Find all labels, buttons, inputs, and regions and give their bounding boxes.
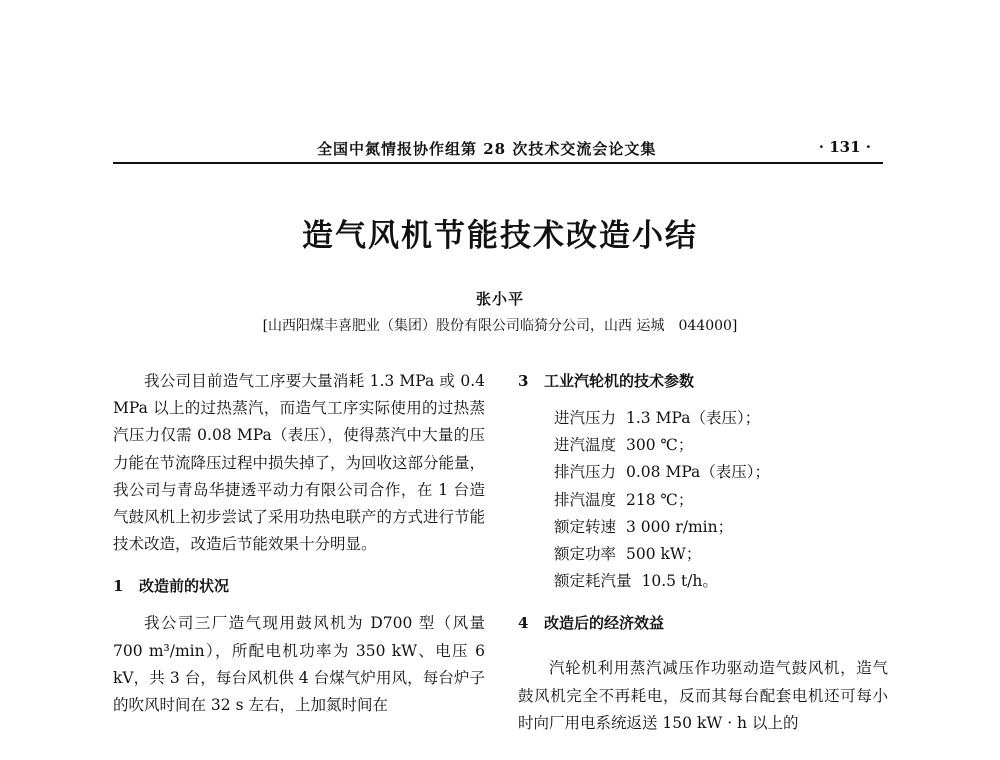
section-3-number: 3	[518, 372, 529, 390]
section-1-heading	[113, 576, 485, 596]
turbine-parameter-list	[554, 405, 888, 595]
left-column	[113, 368, 485, 719]
section-4-paragraph: 汽轮机利用蒸汽减压作功驱动造气鼓风机，造气鼓风机完全不再耗电，反而其每台配套电机还可每小时向厂用电系统返送 150 kW · h 以上的	[518, 659, 888, 732]
param-item	[554, 487, 888, 514]
param-label: 进汽压力	[554, 409, 617, 427]
section-3-heading	[518, 371, 888, 391]
section-1-paragraph: 我公司三厂造气现用鼓风机为 D700 型（风量 700 m³/min），所配电机功率为 350 kW、电压 6 kV，共 3 台，每台风机供 4 台煤气炉用风，每台炉子的吹风时间在 32 s 左右，上加氮时间在	[113, 614, 485, 715]
section-4-title: 改造后的经济效益	[544, 614, 665, 633]
param-value: 10.5 t/h。	[641, 572, 718, 591]
right-column	[518, 368, 888, 737]
article-author: 张小平	[475, 290, 524, 308]
article-title: 造气风机节能技术改造小结	[302, 218, 698, 254]
section-1-number: 1	[113, 577, 124, 596]
section-3-title: 工业汽轮机的技术参数	[544, 372, 695, 390]
param-label: 进汽温度	[554, 436, 617, 455]
param-label: 排汽温度	[554, 490, 617, 509]
param-label: 额定功率	[554, 545, 617, 564]
param-label: 额定耗汽量	[554, 572, 632, 591]
param-item	[554, 541, 888, 568]
page-number: · 131 ·	[818, 138, 871, 156]
header-rule	[113, 162, 883, 164]
param-item	[554, 459, 888, 486]
param-label: 排汽压力	[554, 463, 617, 482]
param-value: 300 ℃；	[626, 436, 694, 455]
section-4-heading	[518, 613, 888, 633]
param-value: 1.3 MPa（表压）；	[626, 409, 761, 427]
running-head	[113, 138, 883, 158]
running-head-title: 全国中氮情报协作组第 28 次技术交流会论文集	[317, 140, 657, 158]
param-item	[554, 514, 888, 541]
param-item	[554, 432, 888, 459]
param-value: 0.08 MPa（表压）；	[626, 463, 771, 482]
param-item	[554, 405, 888, 432]
param-value: 218 ℃；	[626, 490, 694, 509]
intro-paragraph: 我公司目前造气工序要大量消耗 1.3 MPa 或 0.4 MPa 以上的过热蒸汽，而造气工序实际使用的过热蒸汽压力仅需 0.08 MPa（表压），使得蒸汽中大量的压力能在节流降压过程中损失掉了，为回收这部分能量，我公司与青岛华捷透平动力有限公司合作，在 1 台造气鼓风机上初步尝试了采用功热电联产的方式进行节能技术改造，改造后节能效果十分明显。	[113, 372, 486, 554]
section-4-number: 4	[518, 614, 529, 633]
param-item	[554, 568, 888, 595]
section-1-title: 改造前的状况	[139, 577, 230, 596]
param-label: 额定转速	[554, 517, 617, 536]
param-value: 3 000 r/min；	[626, 517, 734, 536]
param-value: 500 kW；	[626, 545, 702, 564]
author-affiliation: [山西阳煤丰喜肥业（集团）股份有限公司临猗分公司，山西 运城 044000]	[262, 318, 738, 334]
